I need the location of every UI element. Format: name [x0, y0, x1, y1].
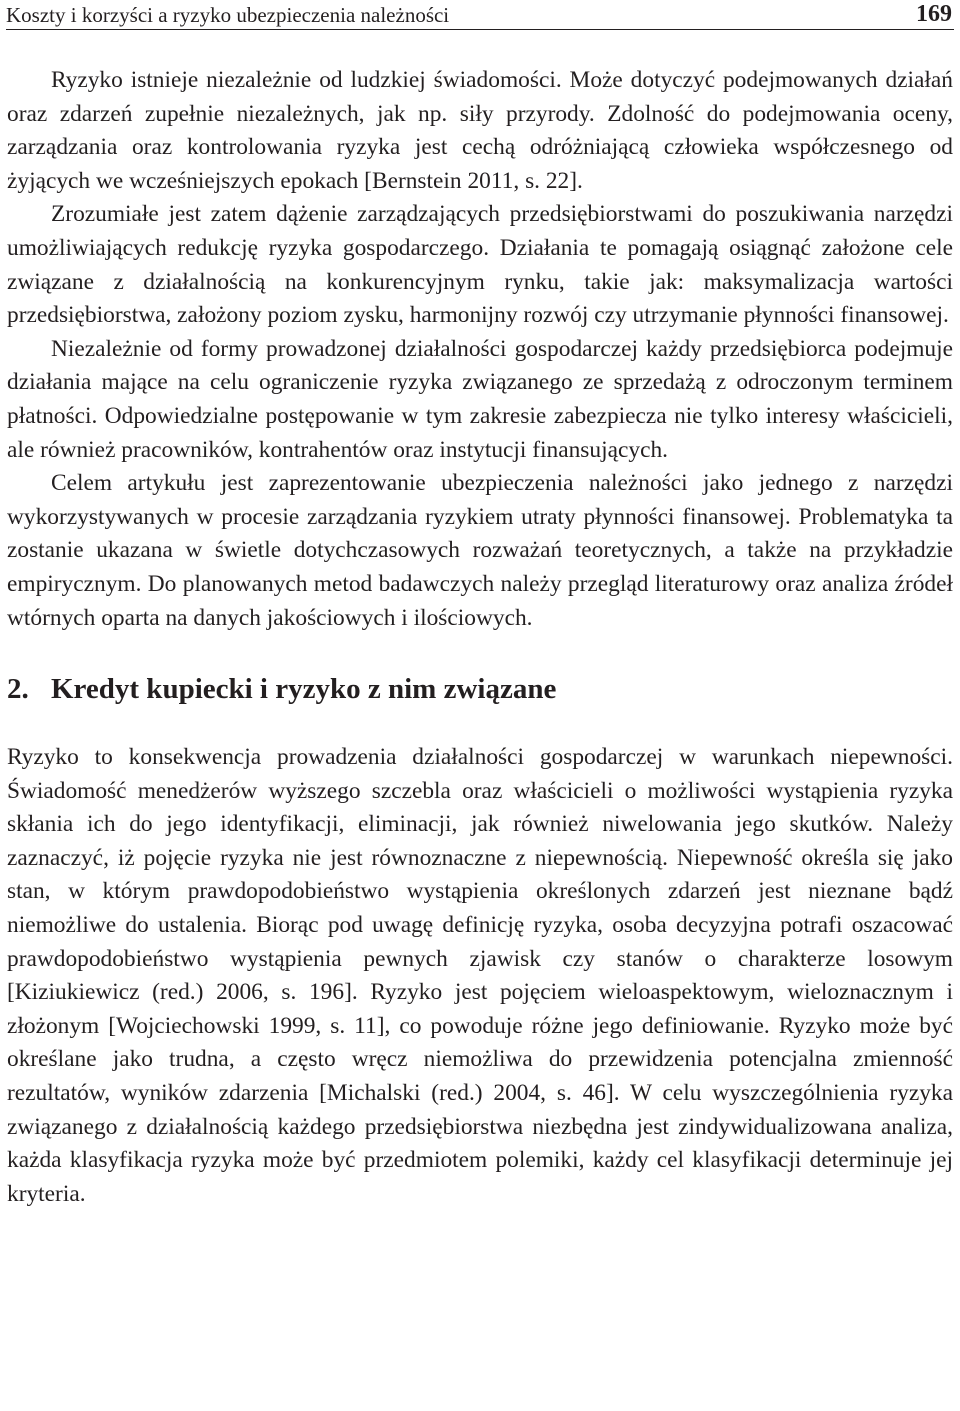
section-number: 2.	[7, 673, 29, 706]
page-number: 169	[916, 1, 952, 27]
paragraph: Celem artykułu jest zaprezentowanie ubezpieczenia należności jako jednego z narzędzi wykorzystywanych w procesie zarządzania ryzykiem utraty płynności finansowej. Problematyka ta zostanie ukazana w świetle dotychczasowych rozważań teoretycznych, a także na przykładzie empirycznym. Do planowanych metod badawczych należy przegląd literaturowy oraz analiza źródeł wtórnych oparta na danych jakościowych i ilościowych.	[7, 470, 953, 631]
paragraph: Niezależnie od formy prowadzonej działalności gospodarczej każdy przedsiębiorca podejmuje działania mające na celu ograniczenie ryzyka związanego ze sprzedażą z odroczonym terminem płatności. Odpowiedzialne postępowanie w tym zakresie zabezpiecza nie tylko interesy właścicieli, ale również pracowników, kontrahentów oraz instytucji finansujących.	[7, 335, 953, 463]
section-heading	[7, 672, 953, 706]
paragraph: Ryzyko istnieje niezależnie od ludzkiej świadomości. Może dotyczyć podejmowanych działań oraz zdarzeń zupełnie niezależnych, jak np. siły przyrody. Zdolność do podejmowania oceny, zarządzania oraz kontrolowania ryzyka jest cechą odróżniającą człowieka współczesnego od żyjących we wcześniejszych epokach [Bernstein 2011, s. 22].	[7, 67, 953, 194]
body-text	[7, 64, 953, 1211]
paragraph: Ryzyko to konsekwencja prowadzenia działalności gospodarczej w warunkach niepewności. Świadomość menedżerów wyższego szczebla oraz właścicieli o możliwości wystąpienia ryzyka skłania ich do jego identyfikacji, eliminacji, jak również niwelowania jego skutków. Należy zaznaczyć, iż pojęcie ryzyka nie jest równoznaczne z niepewnością. Niepewność określa się jako stan, w którym prawdopodobieństwo wystąpienia określonych zdarzeń jest nieznane bądź niemożliwe do ustalenia. Biorąc pod uwagę definicję ryzyka, osoba decyzyjna potrafi oszacować prawdopodobieństwo wystąpienia pewnych zjawisk czy stanów o charakterze losowym [Kiziukiewicz (red.) 2006, s. 196]. Ryzyko jest pojęciem wieloaspektowym, wieloznacznym i złożonym [Wojciechowski 1999, s. 11], co powoduje różne jego definiowanie. Ryzyko może być określane jako trudna, a często wręcz niemożliwa do przewidzenia potencjalna zmienność rezultatów, wyników zdarzenia [Michalski (red.) 2004, s. 46]. W celu wyszczególnienia ryzyka związanego z działalnością każdego przedsiębiorstwa niezbędna jest zindywidualizowana analiza, każda klasyfikacja ryzyka może być przedmiotem polemiki, każdy cel klasyfikacji determinuje jej kryteria.	[7, 744, 953, 1207]
running-header	[6, 0, 954, 30]
paragraph: Zrozumiałe jest zatem dążenie zarządzających przedsiębiorstwami do poszukiwania narzędzi umożliwiających redukcję ryzyka gospodarczego. Działania te pomagają osiągnąć założone cele związane z działalnością na konkurencyjnym rynku, takie jak: maksymalizacja wartości przedsiębiorstwa, założony poziom zysku, harmonijny rozwój czy utrzymanie płynności finansowej.	[7, 201, 953, 329]
running-title: Koszty i korzyści a ryzyko ubezpieczenia należności	[6, 3, 450, 27]
section-title: Kredyt kupiecki i ryzyko z nim związane	[51, 673, 557, 706]
